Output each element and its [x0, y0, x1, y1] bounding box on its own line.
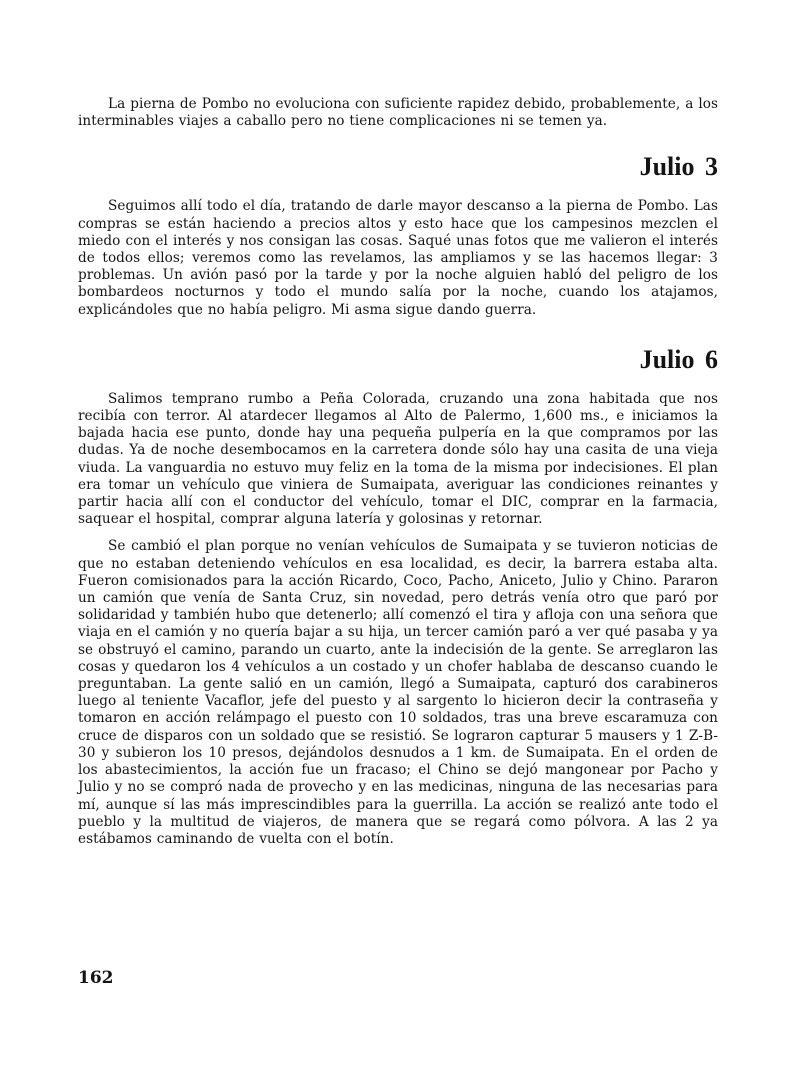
entry-heading-julio-6	[78, 345, 718, 375]
intro-paragraph: La pierna de Pombo no evoluciona con suficiente rapidez debido, probablemente, a los interminables viajes a caballo pero no tiene complicaciones ni se temen ya.	[78, 96, 718, 130]
entry-paragraph: Se cambió el plan porque no venían vehículos de Sumaipata y se tuvieron noticias de que no estaban deteniendo vehículos en esa localidad, es decir, la barrera estaba alta. Fueron comisionados para la acción Ricardo, Coco, Pacho, Aniceto, Julio y Chino. Pararon un camión que venía de Santa Cruz, sin novedad, pero detrás venía otro que paró por solidaridad y también hubo que detenerlo; allí comenzó el tira y afloja con una señora que viaja en el camión y no quería bajar a su hija, un tercer camión paró a ver qué pasaba y ya se obstruyó el camino, parando un cuarto, ante la indecisión de la gente. Se arreglaron las cosas y quedaron los 4 vehículos a un costado y un chofer hablaba de descanso cuando le preguntaban. La gente salió en un camión, llegó a Sumaipata, capturó dos carabineros luego al teniente Vacaflor, jefe del puesto y al sargento lo hicieron decir la contraseña y tomaron en acción relámpago el puesto con 10 soldados, tras una breve escaramuza con cruce de disparos con un soldado que se resistió. Se lograron capturar 5 mausers y 1 Z-B-30 y subieron los 10 presos, dejándolos desnudos a 1 km. de Sumaipata. En el orden de los abastecimientos, la acción fue un fracaso; el Chino se dejó mangonear por Pacho y Julio y no se compró nada de provecho y en las medicinas, ninguna de las necesarias para mí, aunque sí las más imprescindibles para la guerrilla. La acción se realizó ante todo el pueblo y la multitud de viajeros, de manera que se regará como pólvora. A las 2 ya estábamos caminando de vuelta con el botín.	[78, 538, 718, 847]
entry-month: Julio	[639, 344, 695, 374]
entry-paragraph: Salimos temprano rumbo a Peña Colorada, cruzando una zona habitada que nos recibía con terror. Al atardecer llegamos al Alto de Palermo, 1,600 ms., e iniciamos la bajada hacia ese punto, donde hay una pequeña pulpería en la que compramos por las dudas. Ya de noche desembocamos en la carretera donde sólo hay una casita de una vieja viuda. La vanguardia no estuvo muy feliz en la toma de la misma por indecisiones. El plan era tomar un vehículo que viniera de Sumaipata, averiguar las condiciones reinantes y partir hacia allí con el conductor del vehículo, tomar el DIC, comprar en la farmacia, saquear el hospital, comprar alguna latería y golosinas y retornar.	[78, 390, 718, 528]
entry-month: Julio	[639, 152, 695, 182]
entry-paragraph: Seguimos allí todo el día, tratando de darle mayor descanso a la pierna de Pombo. Las compras se están haciendo a precios altos y esto hace que los campesinos mezclen el miedo con el interés y nos consigan las cosas. Saqué unas fotos que me valieron el interés de todos ellos; veremos como las revelamos, las ampliamos y se las hacemos llegar: 3 problemas. Un avión pasó por la tarde y por la noche alguien habló del peligro de los bombardeos nocturnos y todo el mundo salía por la noche, cuando los atajamos, explicándoles que no había peligro. Mi asma sigue dando guerra.	[78, 198, 718, 318]
entry-day: 3	[705, 152, 718, 182]
entry-day: 6	[705, 344, 718, 374]
page-number: 162	[78, 968, 114, 988]
page-body	[78, 96, 718, 848]
entry-heading-julio-3	[78, 152, 718, 182]
